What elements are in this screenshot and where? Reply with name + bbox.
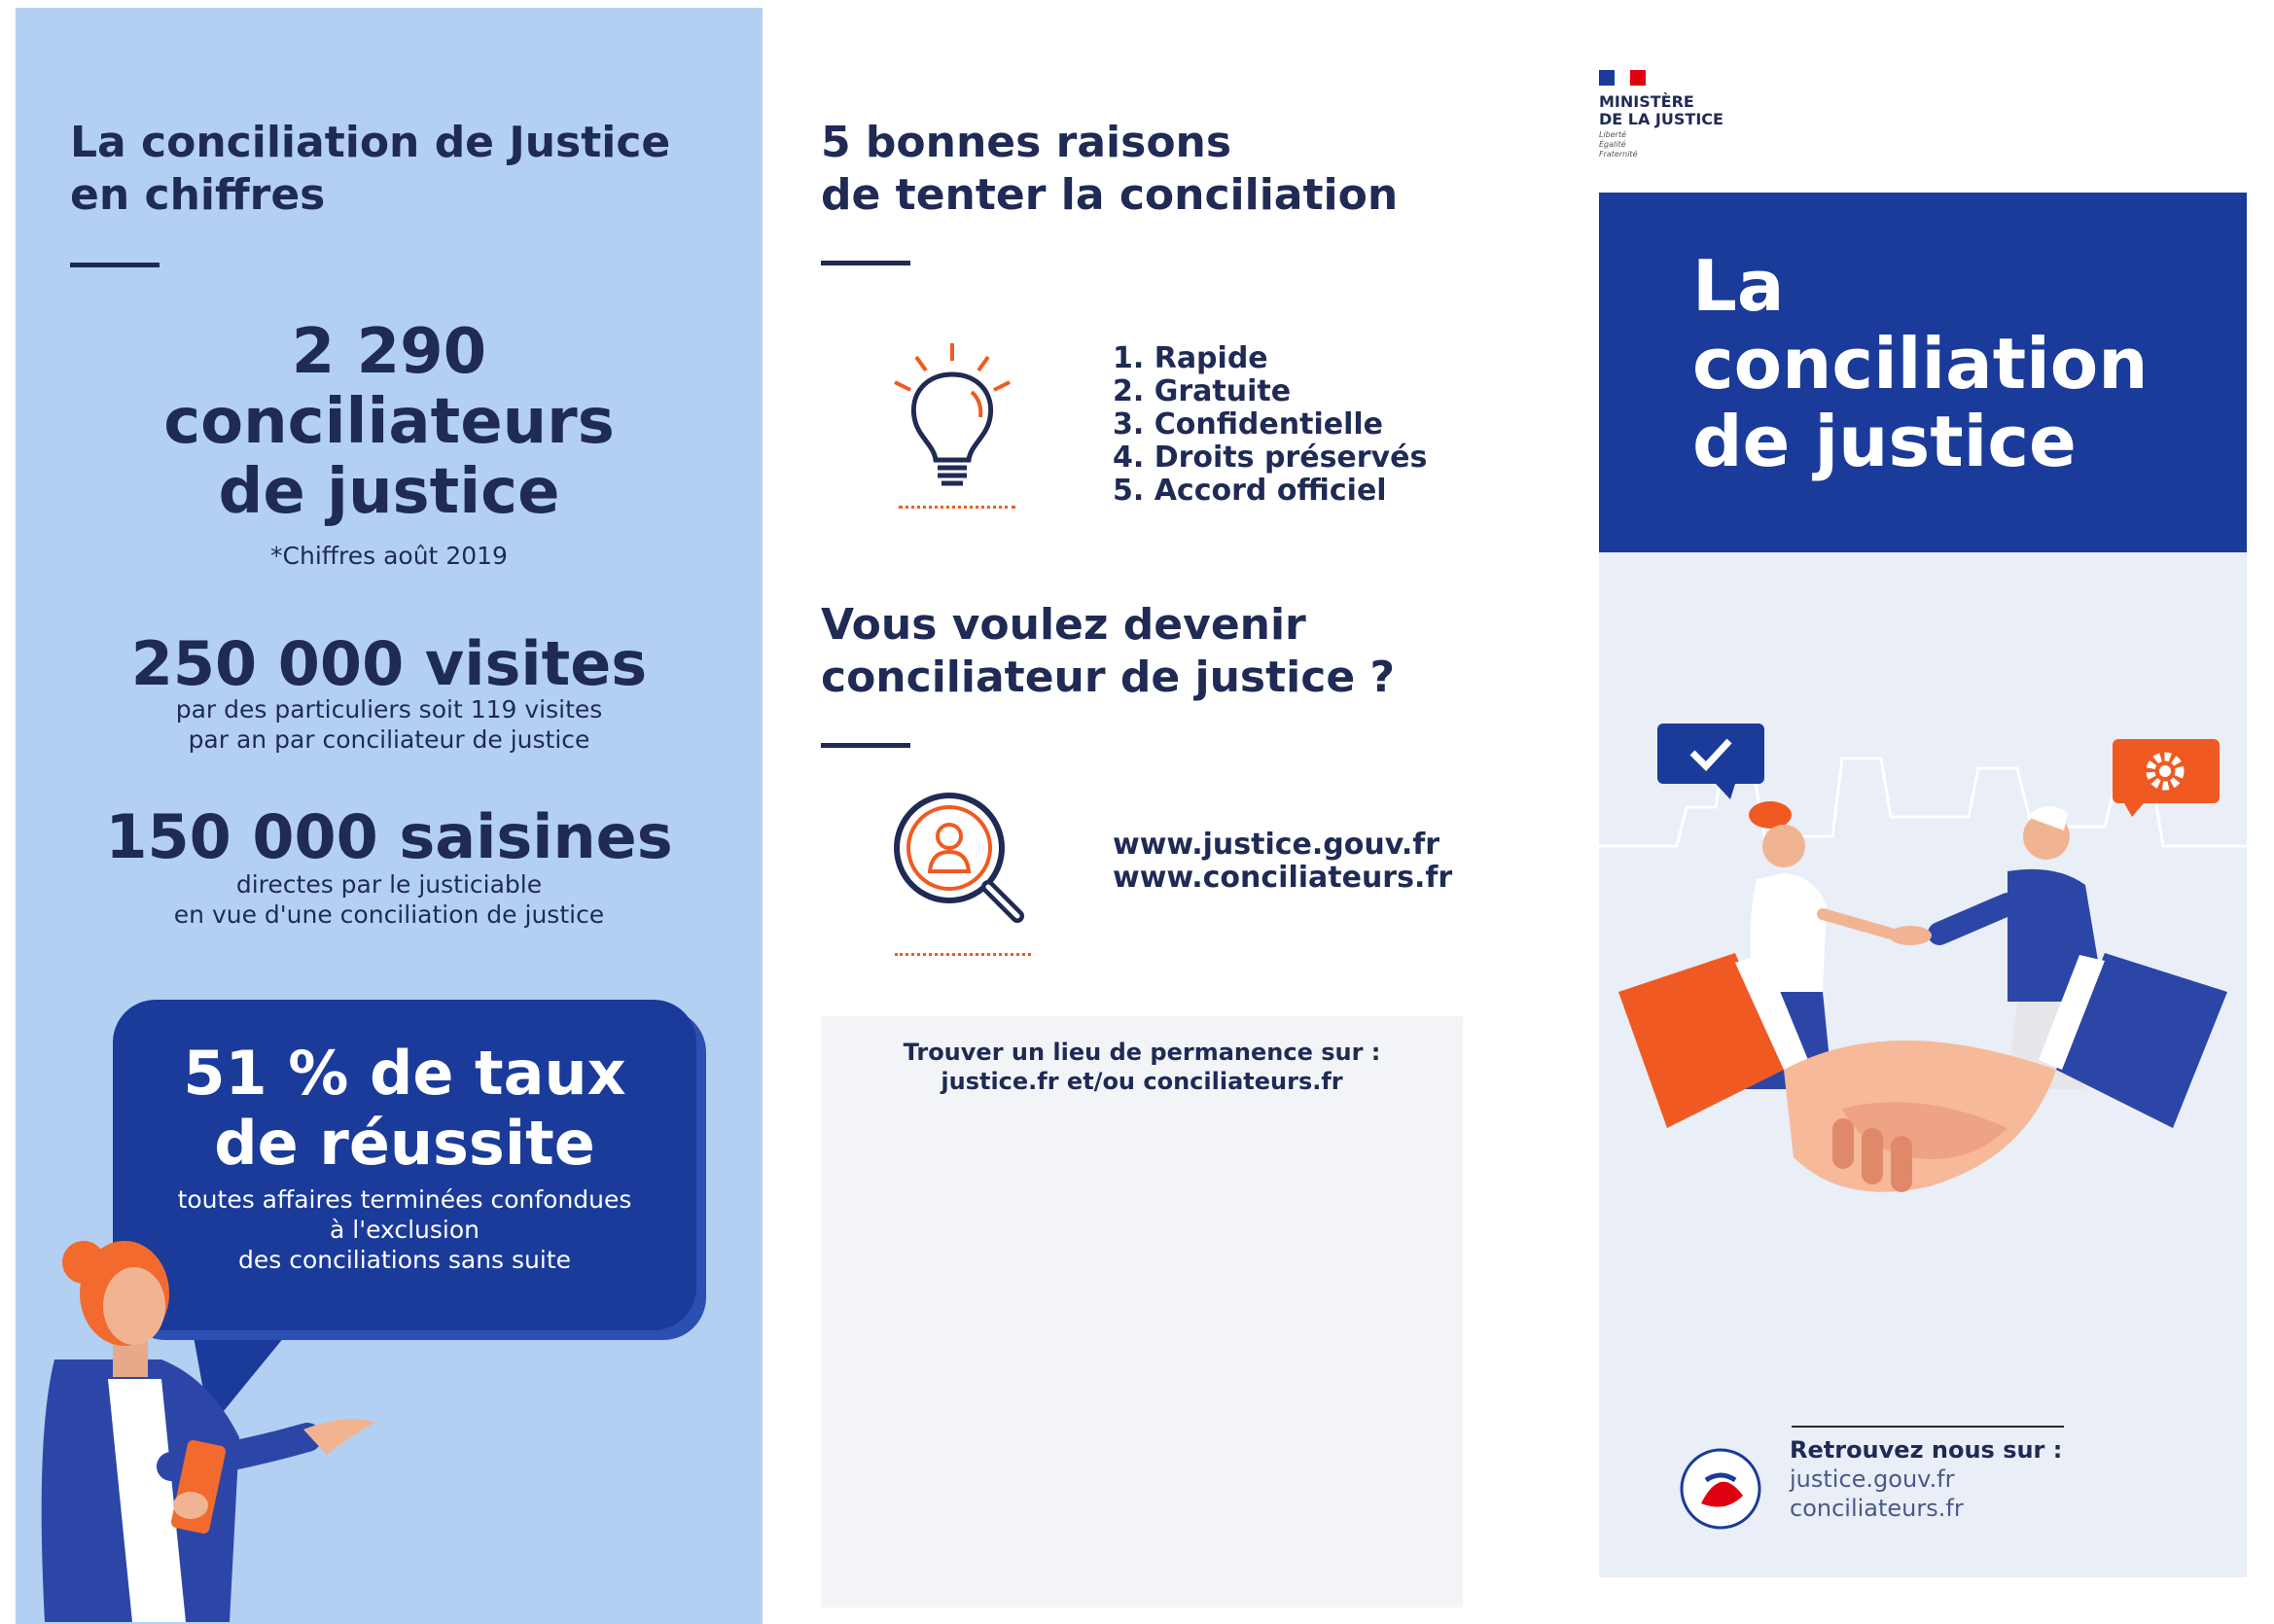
cover-title-line-2: conciliation xyxy=(1692,323,2149,405)
stat-conciliateurs xyxy=(16,317,763,527)
magnifier-dotted-line xyxy=(895,953,1031,956)
stat-label-line-1: conciliateurs xyxy=(163,386,615,458)
stat-note: *Chiffres août 2019 xyxy=(270,542,508,570)
cover-title-line-3: de justice xyxy=(1692,401,2077,482)
stats-title-line-2: en chiffres xyxy=(70,170,326,220)
success-rate-desc-line-3: des conciliations sans suite xyxy=(237,1246,572,1274)
handshake-illustration xyxy=(1599,700,2247,1303)
right-panel xyxy=(1541,0,2274,1607)
become-underline xyxy=(821,743,910,748)
retrouvez-divider xyxy=(1792,1426,2064,1428)
ministry-logo-text xyxy=(1599,93,1723,128)
middle-panel xyxy=(763,0,1541,1607)
left-panel xyxy=(16,8,763,1624)
find-location-line-1: Trouver un lieu de permanence sur : xyxy=(903,1039,1381,1066)
link-justice-gouv[interactable]: www.justice.gouv.fr xyxy=(1113,828,1440,862)
reasons-title-line-1: 5 bonnes raisons xyxy=(821,118,1232,167)
become-title-line-1: Vous voulez devenir xyxy=(821,600,1306,650)
stat-saisines-headline: 150 000 saisines xyxy=(105,801,673,872)
motto-line-2: Égalité xyxy=(1599,140,1626,149)
stat-saisines-desc-line-2: en vue d'une conciliation de justice xyxy=(173,900,605,929)
stat-saisines-desc xyxy=(16,869,763,930)
find-location-text xyxy=(821,1038,1463,1096)
lightbulb-dotted-line xyxy=(899,506,1015,509)
become-title-line-2: conciliateur de justice ? xyxy=(821,653,1396,702)
retrouvez-title: Retrouvez nous sur : xyxy=(1790,1436,2063,1464)
stat-label-line-2: de justice xyxy=(218,456,560,528)
success-rate-line-1: 51 % de taux xyxy=(183,1038,626,1109)
success-rate-line-2: de réussite xyxy=(214,1108,595,1179)
reasons-title xyxy=(821,117,1398,222)
cover-title xyxy=(1692,247,2149,480)
stats-title xyxy=(70,117,670,222)
ministry-line-2: DE LA JUSTICE xyxy=(1599,110,1723,128)
marianne-flag-icon xyxy=(1599,70,1646,86)
republic-motto xyxy=(1599,130,1638,159)
lightbulb-icon xyxy=(889,335,1015,491)
reasons-underline xyxy=(821,261,910,265)
success-rate-headline xyxy=(113,1039,696,1179)
stat-visites-desc xyxy=(16,694,763,755)
retrouvez-link-justice[interactable]: justice.gouv.fr xyxy=(1790,1465,1955,1493)
conciliateurs-association-logo xyxy=(1677,1445,1764,1533)
stats-title-line-1: La conciliation de Justice xyxy=(70,118,671,167)
reason-item: 5. Accord officiel xyxy=(1113,474,1387,508)
become-title xyxy=(821,599,1395,704)
find-location-box xyxy=(821,1016,1463,1607)
motto-line-3: Fraternité xyxy=(1599,150,1638,159)
links-block xyxy=(1113,829,1452,895)
magnifier-person-icon xyxy=(889,788,1035,934)
ministry-line-1: MINISTÈRE xyxy=(1599,92,1694,111)
reason-item: 4. Droits préservés xyxy=(1113,441,1428,475)
retrouvez-link-conciliateurs[interactable]: conciliateurs.fr xyxy=(1790,1495,1964,1522)
woman-phone-illustration xyxy=(16,1214,405,1622)
success-rate-desc-line-2: à l'exclusion xyxy=(329,1216,480,1244)
stat-visites-headline: 250 000 visites xyxy=(130,628,648,699)
retrouvez-block xyxy=(1790,1435,2062,1523)
reasons-list xyxy=(1113,342,1427,508)
stat-visites-desc-line-1: par des particuliers soit 119 visites xyxy=(175,695,603,724)
cover-title-line-1: La xyxy=(1692,245,1785,327)
title-underline xyxy=(70,263,160,267)
cover-title-box xyxy=(1599,193,2247,552)
stat-number: 2 290 xyxy=(291,316,487,388)
reason-item: 2. Gratuite xyxy=(1113,374,1292,408)
check-bubble xyxy=(1657,724,1764,784)
reasons-title-line-2: de tenter la conciliation xyxy=(821,170,1399,220)
stat-visites-desc-line-2: par an par conciliateur de justice xyxy=(188,725,590,754)
reason-item: 3. Confidentielle xyxy=(1113,407,1383,441)
stat-saisines-desc-line-1: directes par le justiciable xyxy=(235,870,543,899)
success-rate-desc-line-1: toutes affaires terminées confondues xyxy=(177,1185,632,1214)
motto-line-1: Liberté xyxy=(1599,130,1627,139)
link-conciliateurs[interactable]: www.conciliateurs.fr xyxy=(1113,861,1453,895)
reason-item: 1. Rapide xyxy=(1113,341,1268,375)
find-location-line-2: justice.fr et/ou conciliateurs.fr xyxy=(941,1068,1343,1095)
